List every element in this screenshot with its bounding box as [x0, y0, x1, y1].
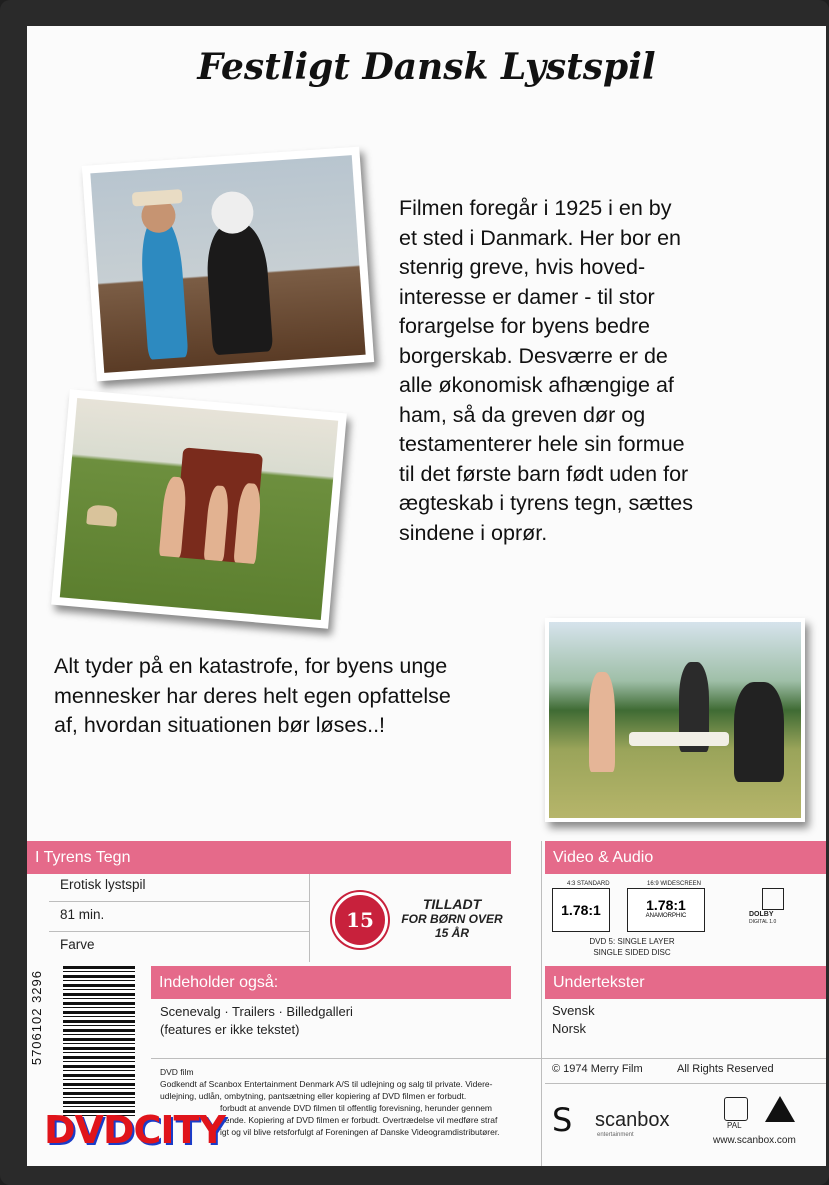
aspect-label-2: 16:9 WIDESCREEN: [647, 881, 702, 887]
barcode-number: 5706102 3296: [29, 970, 44, 1066]
subtitle-svensk: Svensk: [552, 1003, 595, 1018]
extras-line-1: Scenevalg · Trailers · Billedgalleri: [160, 1004, 353, 1019]
video-audio-bar: Video & Audio: [545, 841, 826, 874]
aspect-ratio-box-2: 1.78:1 ANAMORPHIC: [627, 888, 705, 932]
copyright: © 1974 Merry Film: [552, 1063, 643, 1075]
subtitles-bar: Undertekster: [545, 966, 826, 999]
age-rating-badge: 15: [332, 892, 388, 948]
genre: Erotisk lystspil: [60, 877, 146, 892]
subtitle-norsk: Norsk: [552, 1021, 586, 1036]
dolby-logo-icon: DOLBY DIGITAL 1.0: [749, 888, 799, 926]
disc-info: DVD 5: SINGLE LAYER SINGLE SIDED DISC: [589, 937, 675, 957]
website[interactable]: www.scanbox.com: [713, 1135, 796, 1146]
age-rating-text: TILLADT FOR BØRN OVER 15 ÅR: [401, 896, 503, 940]
divider: [49, 901, 309, 902]
pal-icon: [724, 1097, 748, 1121]
color-format: Farve: [60, 937, 95, 952]
scanbox-swan-icon: S: [552, 1101, 573, 1139]
divider: [309, 874, 310, 962]
film-still-3: [545, 618, 805, 822]
aspect-ratio-box-1: 1.78:1: [552, 888, 610, 932]
pal-label: PAL: [727, 1121, 742, 1130]
back-cover: [27, 26, 826, 1166]
film-title-bar: I Tyrens Tegn: [27, 841, 511, 874]
divider: [151, 1058, 826, 1059]
extras-line-2: (features er ikke tekstet): [160, 1022, 300, 1037]
scanbox-sub: entertainment: [597, 1132, 634, 1138]
film-still-2: [51, 389, 347, 628]
cp-triangle-icon: [765, 1096, 795, 1122]
cover-tagline: Festligt Dansk Lystspil: [197, 46, 656, 88]
divider: [541, 841, 542, 1166]
aspect-label-1: 4:3 STANDARD: [567, 881, 610, 887]
all-rights-reserved: All Rights Reserved: [677, 1063, 774, 1075]
legal-text: DVD film Godkendt af Scanbox Entertainment Denmark A/S til udlejning og salg til private. Videre- udlejning, udlån, ombytning, pantsætning eller kopiering af DVD filmen er forbudt. forbudt at anvende DVD filmen til offentlig forevisning, herunder gennem nende. Kopiering af DVD filmen er forbudt. Overtrædelse vil medføre straf igt og vil blive retsforfulgt af Foreningen af Danske Videogramdistributører.: [160, 1067, 500, 1137]
divider: [545, 1083, 826, 1084]
divider: [49, 931, 309, 932]
runtime: 81 min.: [60, 907, 105, 922]
dvdcity-watermark: DVDCITY: [44, 1108, 225, 1152]
synopsis-paragraph-1: Filmen foregår i 1925 i en by et sted i Danmark. Her bor en stenrig greve, hvis hoved- interesse er damer - til stor forargelse for byens bedre borgerskab. Desværre er de alle økonomisk afhængige af ham, så da greven dør og testamenterer hele sin formue til det første barn født uden for ægteskab i tyrens tegn, sættes sindene i oprør.: [399, 196, 693, 545]
extras-bar: Indeholder også:: [151, 966, 511, 999]
scanbox-logo: scanbox: [595, 1109, 670, 1131]
synopsis-paragraph-2: Alt tyder på en katastrofe, for byens unge mennesker har deres helt egen opfattelse af, hvordan situationen bør løses..!: [54, 654, 451, 737]
film-still-1: [82, 147, 374, 382]
barcode-icon: [63, 966, 135, 1116]
